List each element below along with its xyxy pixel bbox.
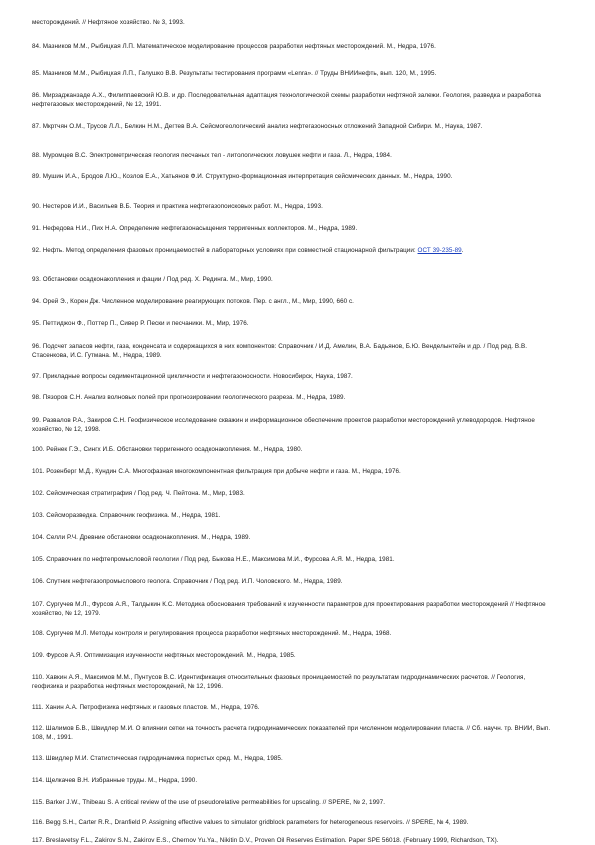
reference-entry: 99. Развалов Р.А., Закиров С.Н. Геофизическое исследование скважин и информационное обеспечение проектов разработки месторождений углеводородов. Нефтяное хозяйство, № 12, 1998. bbox=[32, 417, 535, 433]
reference-entry: 103. Сейсморазведка. Справочник геофизика. М., Недра, 1981. bbox=[32, 512, 221, 519]
reference-entry: 85. Мазников М.М., Рыбицкая Л.П., Галушко В.В. Результаты тестирования программ «Lenra». // Труды ВНИИнефть, вып. 120, М., 1995. bbox=[32, 70, 437, 77]
reference-entry: 86. Мирзаджанзаде А.Х., Филиппаевский Ю.В. и др. Последовательная адаптация технологической схемы разработки нефтяной залежи. Геология, разведка и разработка нефтегазовых месторождений, № 12, 1991. bbox=[32, 92, 541, 108]
reference-entry: 110. Хавкин А.Я., Максимов М.М., Пунтусов В.С. Идентификация относительных фазовых проницаемостей по результатам гидродинамических расчетов. // Геология, геофизика и разработка нефтяных месторождений, № 12, 1996. bbox=[32, 674, 526, 690]
reference-list bbox=[32, 12, 552, 844]
reference-entry: 100. Рейнек Г.Э., Сингх И.Б. Обстановки терригенного осадконакопления. М., Недра, 1980. bbox=[32, 446, 303, 453]
reference-entry: 94. Орей Э., Корен Дж. Численное моделирование реагирующих потоков. Пер. с англ., М., Мир, 1990, 660 с. bbox=[32, 298, 354, 305]
reference-entry: месторождений. // Нефтяное хозяйство. № 3, 1993. bbox=[32, 19, 185, 26]
reference-text: 92. Нефть. Метод определения фазовых проницаемостей в лабораторных условиях при совместной стационарной фильтрации: bbox=[32, 247, 418, 254]
reference-entry: 114. Щелкачев В.Н. Избранные труды. М., Недра, 1990. bbox=[32, 777, 198, 784]
reference-entry: 102. Сейсмическая стратиграфия / Под ред. Ч. Пейтона. М., Мир, 1983. bbox=[32, 490, 245, 497]
reference-entry bbox=[32, 246, 552, 255]
reference-entry: 95. Петтиджон Ф., Поттер П., Сивер Р. Пески и песчаники. М., Мир, 1976. bbox=[32, 320, 249, 327]
reference-text-end: . bbox=[461, 247, 464, 254]
reference-entry: 113. Швидлер М.И. Статистическая гидродинамика пористых сред. М., Недра, 1985. bbox=[32, 755, 283, 762]
reference-entry: 117. Breslavetsy F.L., Zakirov S.N., Zakirov E.S., Chernov Yu.Ya., Nikitin D.V., Proven Oil Reserves Estimation. Paper SPE 56018. (February 1999, Richardson, TX). bbox=[32, 837, 499, 844]
reference-entry: 109. Фурсов А.Я. Оптимизация изученности нефтяных месторождений. М., Недра, 1985. bbox=[32, 652, 296, 659]
standard-link[interactable]: ОСТ 39-235-89 bbox=[417, 247, 462, 254]
reference-entry: 107. Сургучев М.Л., Фурсов А.Я., Талдыкин К.С. Методика обоснования требований к изученности параметров для проектирования разработки месторождений // Нефтяное хозяйство, № 12, 1979. bbox=[32, 601, 546, 617]
reference-entry: 88. Муромцев В.С. Электрометрическая геология песчаных тел - литологических ловушек нефти и газа. Л., Недра, 1984. bbox=[32, 152, 392, 159]
reference-entry: 104. Селли Р.Ч. Древние обстановки осадконакопления. М., Недра, 1989. bbox=[32, 534, 251, 541]
reference-entry: 101. Розенберг М.Д., Кундин С.А. Многофазная многокомпонентная фильтрация при добыче нефти и газа. М., Недра, 1976. bbox=[32, 468, 401, 475]
reference-entry: 84. Мазников М.М., Рыбицкая Л.П. Математическое моделирование процессов разработки нефтяных месторождений. М., Недра, 1976. bbox=[32, 43, 436, 50]
reference-entry: 106. Спутник нефтегазопромыслового геолога. Справочник / Под ред. И.П. Чоловского. М., Недра, 1989. bbox=[32, 578, 343, 585]
reference-entry: 90. Нестеров И.И., Васильев В.Б. Теория и практика нефтегазопоисковых работ. М., Недра, 1993. bbox=[32, 203, 323, 210]
reference-entry: 105. Справочник по нефтепромысловой геологии / Под ред. Быкова Н.Е., Максимова М.И., Фурсова А.Я. М., Недра, 1981. bbox=[32, 556, 395, 563]
reference-entry: 91. Нефедова Н.И., Пих Н.А. Определение нефтегазонасыщения терригенных коллекторов. М., Недра, 1989. bbox=[32, 225, 358, 232]
reference-entry: 112. Шалимов Б.В., Швидлер М.И. О влиянии сетки на точность расчета гидродинамических показателей при численном моделировании пласта. // Сб. научн. тр. ВНИИ, Вып. 108, М., 1991. bbox=[32, 725, 551, 741]
reference-entry: 115. Barker J.W., Thibeau S. A critical review of the use of pseudorelative permeabilities for upscaling. // SPERE, № 2, 1997. bbox=[32, 799, 386, 806]
reference-entry: 98. Пязоров С.Н. Анализ волновых полей при прогнозировании геологического разреза. М., Недра, 1989. bbox=[32, 394, 346, 401]
reference-entry: 87. Мкртчян О.М., Трусов Л.Л., Белкин Н.М., Дегтев В.А. Сейсмогеологический анализ нефтегазоносных отложений Западной Сибири. М., Наука, 1987. bbox=[32, 123, 483, 130]
reference-entry: 89. Мушин И.А., Бродов Л.Ю., Козлов Е.А., Хатьянов Ф.И. Структурно-формационная интерпретация сейсмических данных. М., Недра, 1990. bbox=[32, 173, 453, 180]
reference-entry: 96. Подсчет запасов нефти, газа, конденсата и содержащихся в них компонентов: Справочник / И.Д. Амелин, В.А. Бадьянов, Б.Ю. Венделынтейн и др. / Под ред. В.В. Стасенкова, И.С. Гутмана. М., Недра, 1989. bbox=[32, 343, 527, 359]
reference-entry: 108. Сургучев М.Л. Методы контроля и регулирования процесса разработки нефтяных месторождений. М., Недра, 1968. bbox=[32, 630, 392, 637]
reference-entry: 111. Ханин А.А. Петрофизика нефтяных и газовых пластов. М., Недра, 1976. bbox=[32, 704, 260, 711]
reference-entry: 97. Прикладные вопросы седиментационной цикличности и нефтегазоносности. Новосибирск, Наука, 1987. bbox=[32, 373, 353, 380]
reference-entry: 93. Обстановки осадконакопления и фации / Под ред. Х. Рединга. М., Мир, 1990. bbox=[32, 276, 273, 283]
reference-entry: 116. Begg S.H., Carter R.R., Dranfield P. Assigning effective values to simulator gridblock parameters for heterogeneous reservoirs. // SPERE, № 4, 1989. bbox=[32, 819, 469, 826]
